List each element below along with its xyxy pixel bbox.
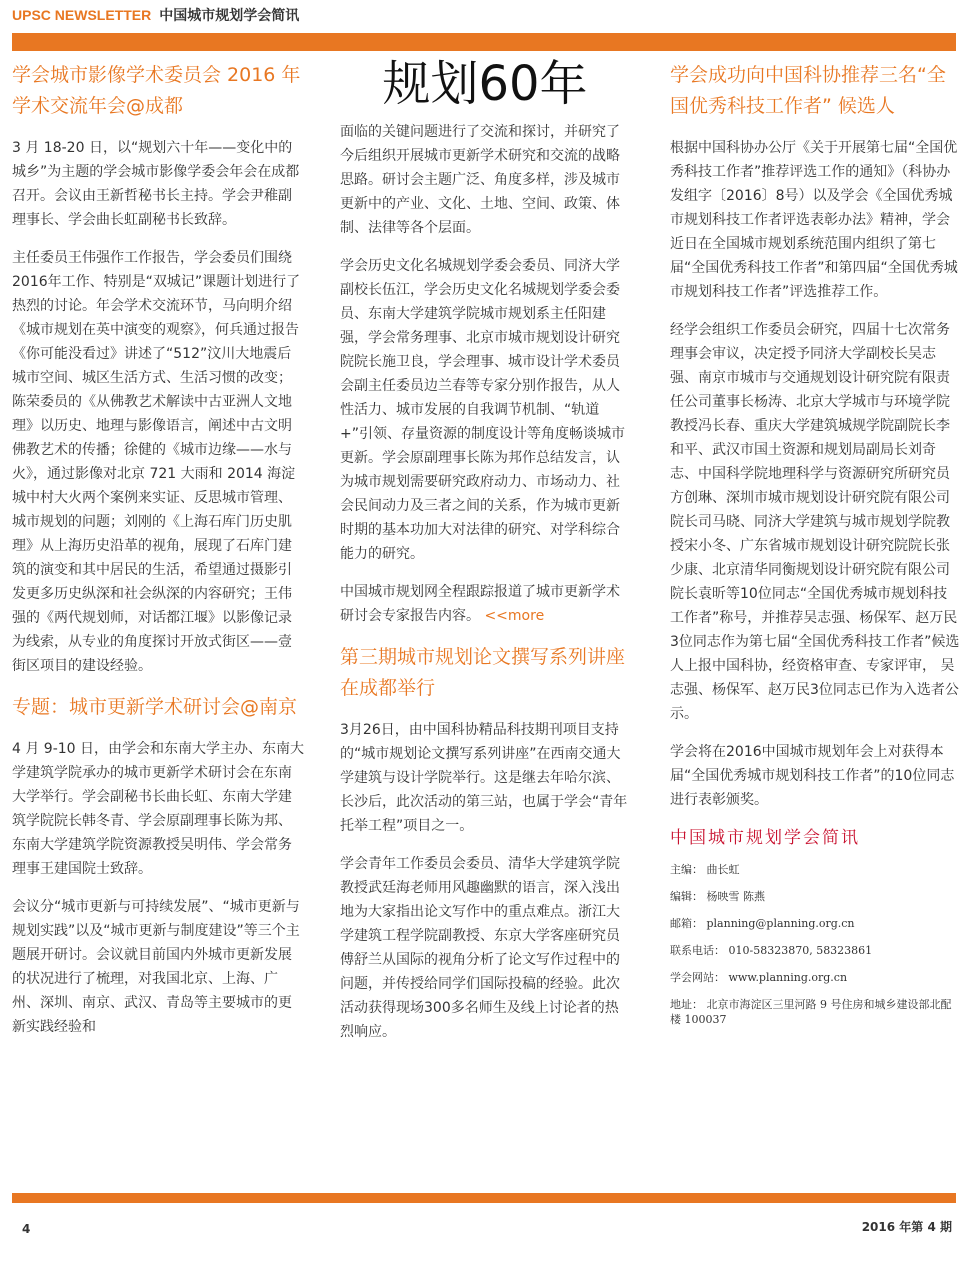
article-paragraph: 面临的关键问题进行了交流和探讨，并研究了今后组织开展城市更新学术研究和交流的战略思路。研讨会主题广泛、角度多样，涉及城市更新中的产业、文化、土地、空间、政策、体制、法律等各个层面。 [340, 124, 620, 236]
header-title-cn: 中国城市规划学会简讯 [159, 8, 300, 24]
planning-60-years-logo: 规划60年 [382, 56, 588, 112]
article-paragraph: 3月26日，由中国科协精品科技期刊项目支持的“城市规划论文撰写系列讲座”在西南交通大学建筑与设计学院举行。这是继去年哈尔滨、长沙后，此次活动的第三站，也属于学会“青年托举工程”项目之一。 [340, 722, 628, 834]
masthead-editors: 编辑： 杨映雪 陈燕 [670, 890, 765, 903]
masthead [670, 826, 960, 1027]
page-number: 4 [22, 1222, 31, 1236]
middle-column [340, 120, 630, 1058]
masthead-email: 邮箱： planning@planning.org.cn [670, 917, 855, 930]
newsletter-header [12, 6, 299, 25]
article-paragraph: 学会历史文化名城规划学委会委员、同济大学副校长伍江，学会历史文化名城规划学委会委员、东南大学建筑学院城市规划系主任阳建强，学会常务理事、北京市城市规划设计研究院院长施卫良，学会理事、城市设计学术委员会副主任委员边兰春等专家分别作报告，从人性活力、城市发展的自我调节机制、“轨道+”引领、存量资源的制度设计等角度畅谈城市更新。学会原副理事长陈为邦作总结发言，认为城市规划需要研究政府动力、市场动力、社会民间动力及三者之间的关系，作为城市更新时期的基本功加大对法律的研究、对学科综合能力的研究。 [340, 258, 625, 562]
left-column [12, 60, 305, 1053]
article-paragraph: 3 月 18-20 日，以“规划六十年——变化中的城乡”为主题的学会城市影像学委会年会在成都召开。会议由王新哲秘书长主持。学会尹稚副理事长、学会曲长虹副秘书长致辞。 [12, 140, 300, 228]
footer-accent-bar [12, 1193, 956, 1203]
header-title-en: UPSC NEWSLETTER [12, 7, 152, 23]
article-paragraph: 经学会组织工作委员会研究，四届十七次常务理事会审议，决定授予同济大学副校长吴志强、南京市城市与交通规划设计研究院有限责任公司董事长杨涛、北京大学城市与环境学院教授冯长春、重庆大学建筑城规学院副院长李和平、武汉市国土资源和规划局副局长刘奇志、中国科学院地理科学与资源研究所研究员方创琳、深圳市城市规划设计研究院有限公司院长司马晓、同济大学建筑与城市规划学院教授宋小冬、广东省城市规划设计研究院院长张少康、北京清华同衡规划设计研究院有限公司院长袁昕等10位同志“全国优秀城市规划科技工作者”称号，并推荐吴志强、杨保军、赵万民3位同志作为第七届“全国优秀科技工作者”候选人上报中国科协，经资格审查、专家评审， 吴志强、杨保军、赵万民3位同志已作为入选者公示。 [670, 322, 960, 722]
right-column [670, 60, 960, 1039]
more-link[interactable]: <<more [484, 608, 545, 624]
section-title-urban-image-committee: 学会城市影像学术委员会 2016 年学术交流年会@成都 [12, 64, 301, 117]
article-paragraph: 根据中国科协办公厅《关于开展第七届“全国优秀科技工作者”推荐评选工作的通知》（科协办发组字〔2016〕8号）以及学会《全国优秀城市规划科技工作者评选表彰办法》精神，学会近日在全国城市规划系统范围内组织了第七届“全国优秀科技工作者”和第四届“全国优秀城市规划科技工作者”评选推荐工作。 [670, 140, 958, 300]
issue-label: 2016 年第 4 期 [861, 1220, 952, 1234]
article-text: 中国城市规划网全程跟踪报道了城市更新学术研讨会专家报告内容。 [340, 584, 620, 624]
article-paragraph: 4 月 9-10 日，由学会和东南大学主办、东南大学建筑学院承办的城市更新学术研讨会在东南大学举行。学会副秘书长曲长虹、东南大学建筑学院院长韩冬青、学会原副理事长陈为邦、东南大学建筑学院资源教授吴明伟、学会常务理事王建国院士致辞。 [12, 741, 305, 877]
article-paragraph: 会议分“城市更新与可持续发展”、“城市更新与规划实践”以及“城市更新与制度建设”等三个主题展开研讨。会议就目前国内外城市更新发展的状况进行了梳理，对我国北京、上海、广州、深圳、南京、武汉、青岛等主要城市的更新实践经验和 [12, 899, 300, 1035]
article-paragraph: 学会青年工作委员会委员、清华大学建筑学院教授武廷海老师用风趣幽默的语言，深入浅出地为大家指出论文写作中的重点难点。浙江大学建筑工程学院副教授、东京大学客座研究员傅舒兰从国际的视角分析了论文写作过程中的问题，并传授给同学们国际投稿的经验。此次活动获得现场300多名师生及线上讨论者的热烈响应。 [340, 856, 620, 1040]
masthead-title: 中国城市规划学会简讯 [670, 828, 860, 848]
section-title-urban-renewal-seminar: 专题：城市更新学术研讨会@南京 [12, 696, 298, 718]
masthead-website: 学会网站： www.planning.org.cn [670, 971, 848, 984]
article-paragraph: 学会将在2016中国城市规划年会上对获得本届“全国优秀城市规划科技工作者”的10位同志进行表彰颁奖。 [670, 744, 955, 808]
article-paragraph [340, 580, 630, 628]
section-title-thesis-lecture: 第三期城市规划论文撰写系列讲座在成都举行 [340, 646, 626, 699]
masthead-phone: 联系电话： 010-58323870, 58323861 [670, 944, 873, 957]
section-title-outstanding-workers: 学会成功向中国科协推荐三名“全国优秀科技工作者” 候选人 [670, 64, 946, 117]
masthead-editor-in-chief: 主编： 曲长虹 [670, 863, 740, 876]
header-accent-bar [12, 33, 956, 51]
masthead-address: 地址： 北京市海淀区三里河路 9 号住房和城乡建设部北配楼 100037 [670, 998, 952, 1026]
article-paragraph: 主任委员王伟强作工作报告，学会委员们围绕2016年工作、特别是“双城记”课题计划进行了热烈的讨论。年会学术交流环节，马向明介绍《城市规划在英中演变的观察》，何兵通过报告《你可能没看过》讲述了“512”汶川大地震后城市空间、城区生活方式、生活习惯的改变；陈荣委员的《从佛教艺术解读中古亚洲人文地理》以历史、地理与影像语言，阐述中古文明佛教艺术的传播；徐健的《城市边缘——水与火》，通过影像对北京 721 大雨和 2014 海淀城中村大火两个案例来实证、反思城市管理、城市规划的问题；刘刚的《上海石库门历史肌理》从上海历史沿革的视角，展现了石库门建筑的演变和其中居民的生活，希望通过摄影引发更多历史纵深和社会纵深的内容研究；王伟强的《两代规划师，对话都江堰》以影像记录为线索，从专业的角度探讨开放式街区——壹街区项目的建设经验。 [12, 250, 301, 674]
